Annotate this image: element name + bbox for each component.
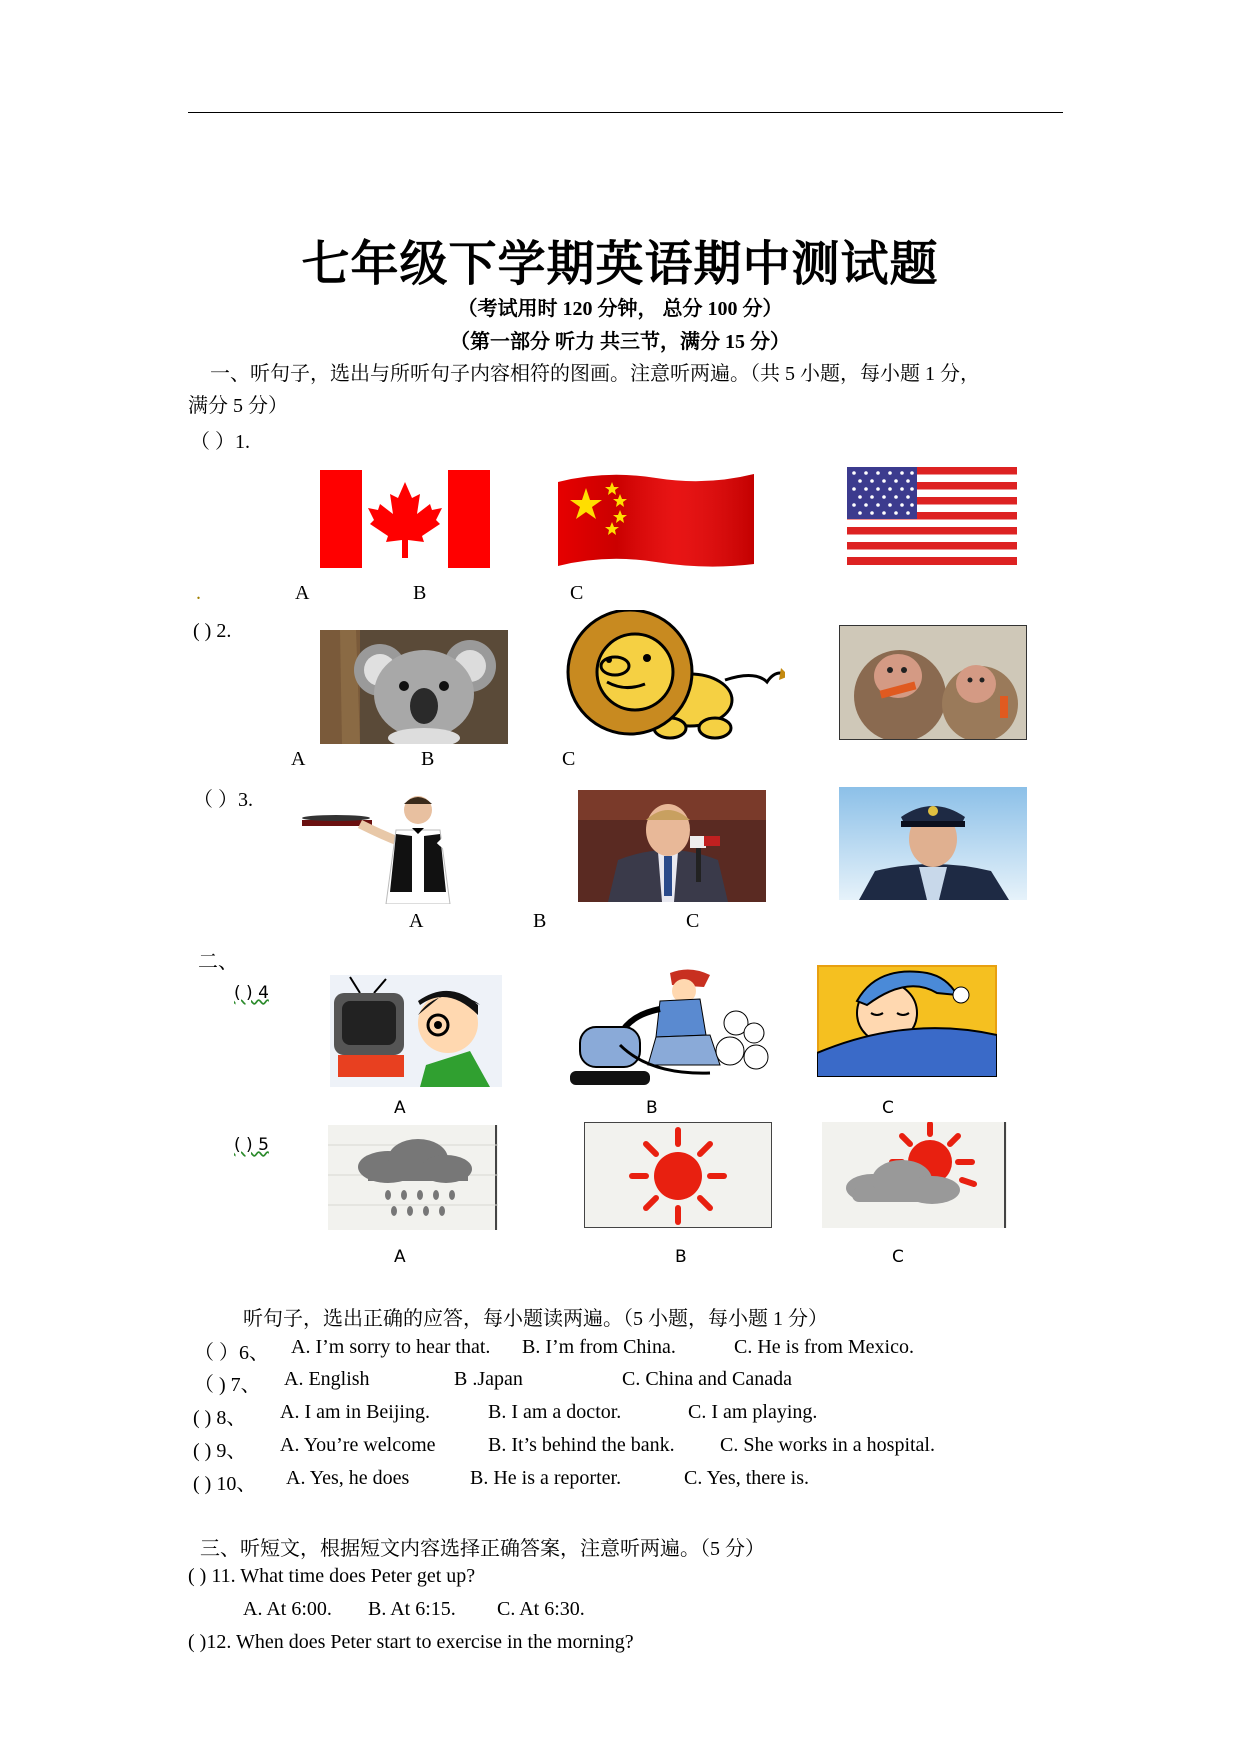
q4-number: ( ) 4	[234, 983, 269, 1003]
q3-number: （ ）3.	[193, 789, 253, 811]
q3-label-c: C	[686, 910, 700, 932]
q1-label-b: B	[413, 582, 427, 604]
cleaning-cartoon-image	[560, 965, 778, 1087]
q9-number: ( ) 9、	[193, 1440, 247, 1462]
q7-option-a: A. English	[284, 1368, 370, 1390]
china-flag-image	[556, 470, 756, 570]
q2-number: ( ) 2.	[193, 620, 232, 642]
q3-label-b: B	[533, 910, 547, 932]
q2-label-c: C	[562, 748, 576, 770]
canada-flag-image	[320, 470, 490, 568]
q2-label-a: A	[291, 748, 306, 770]
q3-label-a: A	[409, 910, 424, 932]
q4-label-b: B	[646, 1098, 658, 1118]
lion-cartoon-image	[555, 610, 785, 742]
policeman-image	[839, 787, 1027, 900]
q4-label-c: C	[882, 1098, 894, 1118]
q9-option-a: A. You’re welcome	[280, 1434, 436, 1456]
q1-dot: .	[196, 582, 201, 604]
section1-instruction-cont: 满分 5 分）	[188, 395, 288, 417]
q5-number: ( ) 5	[234, 1135, 269, 1155]
sleeping-cartoon-image	[817, 965, 997, 1077]
koala-image	[320, 630, 508, 744]
waiter-image	[300, 790, 490, 904]
q1-label-c: C	[570, 582, 584, 604]
q11-option-b: B. At 6:15.	[368, 1598, 456, 1620]
q8-option-a: A. I am in Beijing.	[280, 1401, 430, 1423]
q9-option-c: C. She works in a hospital.	[720, 1434, 935, 1456]
q6-number: （ ）6、	[194, 1342, 269, 1364]
q10-number: ( ) 10、	[193, 1473, 257, 1495]
section3-instruction: 三、听短文，根据短文内容选择正确答案，注意听两遍。（5 分）	[200, 1538, 765, 1560]
header-rule	[188, 112, 1063, 113]
q6-option-a: A. I’m sorry to hear that.	[291, 1336, 491, 1358]
q8-option-b: B. I am a doctor.	[488, 1401, 622, 1423]
q11-option-a: A. At 6:00.	[243, 1598, 332, 1620]
q7-option-c: C. China and Canada	[622, 1368, 792, 1390]
section1-instruction: 一、听句子，选出与所听句子内容相符的图画。注意听两遍。（共 5 小题，每小题 1 分，	[210, 363, 980, 385]
partly-cloudy-image	[822, 1122, 1007, 1228]
watching-tv-cartoon-image	[330, 975, 502, 1087]
monkeys-image	[839, 625, 1027, 740]
q10-option-b: B. He is a reporter.	[470, 1467, 622, 1489]
q1-number: （ ）1.	[190, 431, 250, 453]
exam-info: （考试用时 120 分钟， 总分 100 分）	[457, 298, 783, 320]
section-listen-instruction: 听句子，选出正确的应答，每小题读两遍。（5 小题，每小题 1 分）	[243, 1308, 828, 1330]
usa-flag-image	[847, 467, 1017, 565]
q5-label-b: B	[675, 1247, 687, 1267]
q6-option-c: C. He is from Mexico.	[734, 1336, 914, 1358]
sunny-image	[584, 1122, 772, 1228]
q7-option-b: B .Japan	[454, 1368, 523, 1390]
q11-question: ( ) 11. What time does Peter get up?	[188, 1565, 476, 1587]
q10-option-a: A. Yes, he does	[286, 1467, 410, 1489]
q9-option-b: B. It’s behind the bank.	[488, 1434, 675, 1456]
q11-option-c: C. At 6:30.	[497, 1598, 585, 1620]
q8-number: ( ) 8、	[193, 1407, 247, 1429]
q4-label-a: A	[394, 1098, 406, 1118]
q12-question: ( )12. When does Peter start to exercise in the morning?	[188, 1631, 634, 1653]
q5-label-c: C	[892, 1247, 904, 1267]
q5-label-a: A	[394, 1247, 406, 1267]
q8-option-c: C. I am playing.	[688, 1401, 818, 1423]
q10-option-c: C. Yes, there is.	[684, 1467, 810, 1489]
part-info: （第一部分 听力 共三节，满分 15 分）	[450, 331, 790, 353]
rain-cloud-image	[328, 1125, 498, 1230]
reporter-image	[578, 790, 766, 902]
page-title: 七年级下学期英语期中测试题	[301, 236, 939, 292]
q6-option-b: B. I’m from China.	[522, 1336, 676, 1358]
q2-label-b: B	[421, 748, 435, 770]
q1-label-a: A	[295, 582, 310, 604]
section2-heading: 二、	[198, 951, 238, 973]
q7-number: （ ) 7、	[194, 1374, 261, 1396]
